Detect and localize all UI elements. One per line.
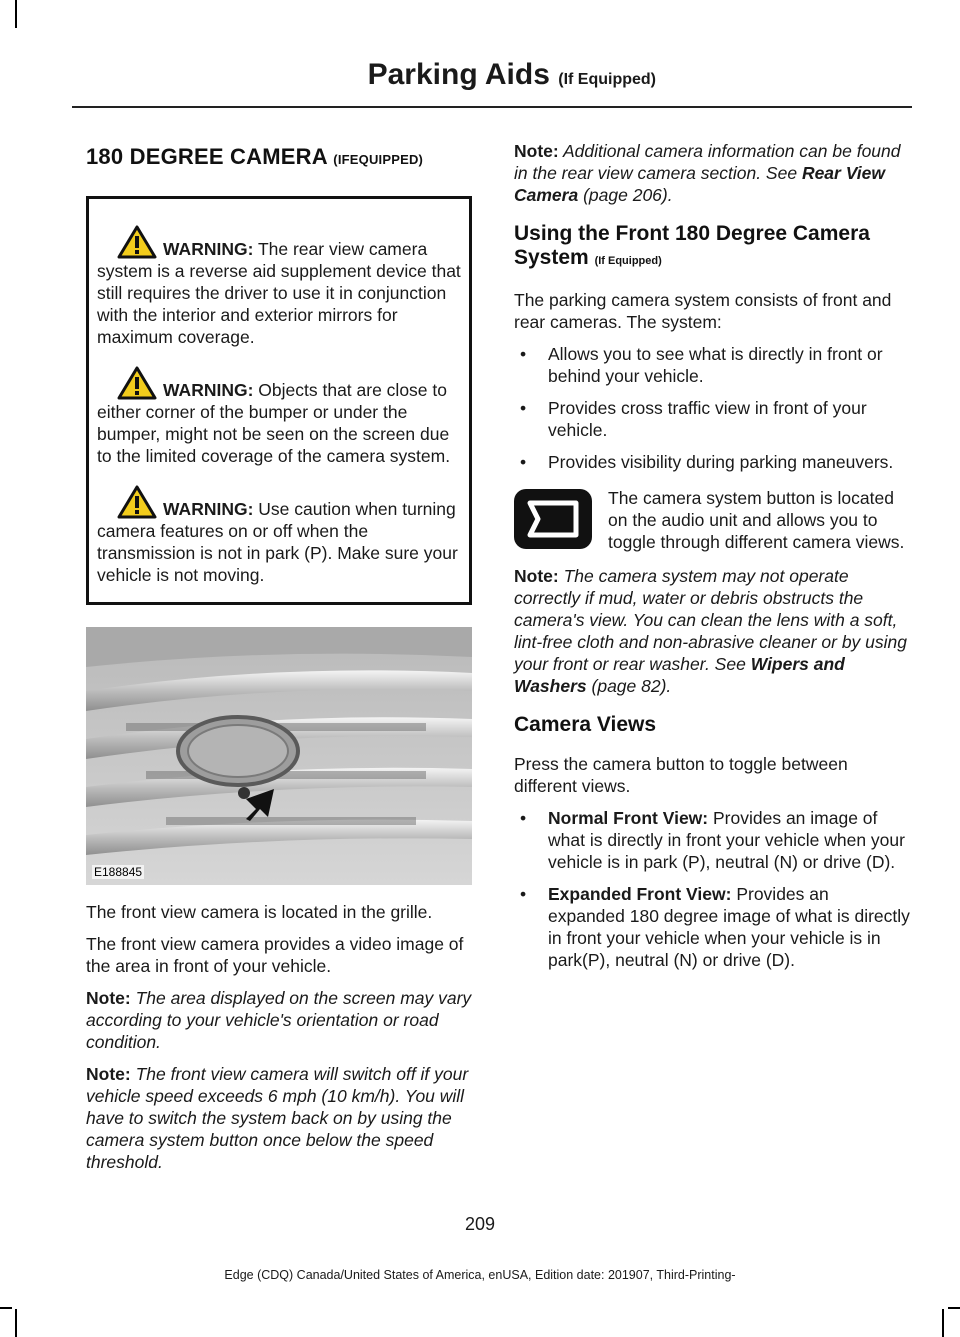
feature-list: [514, 343, 910, 473]
warning-item: WARNING: Objects that are close to either corner of the bumper or under the bumper, might not be seen on the screen due to the limited coverage of the camera system.: [97, 366, 463, 467]
views-list: [514, 807, 910, 971]
paragraph: The camera system button is located on the audio unit and allows you to toggle through different camera views.: [608, 488, 905, 552]
list-item: • Provides cross traffic view in front of your vehicle.: [514, 397, 910, 441]
note: Note: The front view camera will switch off if your vehicle speed exceeds 6 mph (10 km/h). You will have to switch the system back on by using the camera system button once below the speed threshold.: [86, 1064, 469, 1172]
paragraph: The front view camera provides a video image of the area in front of your vehicle.: [86, 934, 464, 976]
warning-item: WARNING: Use caution when turning camera features on or off when the transmission is not in park (P). Make sure your vehicle is not moving.: [97, 485, 463, 586]
list-item: • Provides visibility during parking maneuvers.: [514, 451, 910, 473]
header-title: Parking Aids: [367, 58, 550, 91]
paragraph: Press the camera button to toggle between different views.: [514, 754, 848, 796]
warning-box: [86, 196, 472, 605]
grille-camera-photo: [86, 627, 472, 885]
subsection-heading: Camera Views: [514, 713, 657, 736]
grille-illustration: [86, 627, 472, 885]
page-header: [368, 58, 656, 92]
paragraph: The parking camera system consists of front and rear cameras. The system:: [514, 290, 892, 332]
warning-item: WARNING: The rear view camera system is a reverse aid supplement device that still requires the driver to use it in conjunction with the interior and exterior mirrors for maximum coverage.: [97, 225, 463, 348]
page-number: 209: [464, 1214, 496, 1234]
camera-button-description: [514, 487, 910, 553]
cross-reference-link[interactable]: Wipers and Washers: [514, 654, 845, 696]
crop-mark: [942, 1309, 944, 1337]
section-heading: 180 DEGREE CAMERA (IFEQUIPPED): [86, 144, 424, 169]
right-column: [514, 140, 910, 983]
crop-mark: [15, 1309, 17, 1337]
note: Note: Additional camera information can be found in the rear view camera section. See Rear View Camera (page 206).: [514, 141, 901, 205]
note: Note: The area displayed on the screen may vary according to your vehicle's orientation or road condition.: [86, 988, 472, 1052]
warning-triangle-icon: [117, 225, 157, 259]
header-suffix: (If Equipped): [558, 71, 656, 88]
camera-button-icon: [514, 489, 592, 549]
image-id: E188845: [94, 865, 143, 879]
list-item: • Allows you to see what is directly in front or behind your vehicle.: [514, 343, 910, 387]
paragraph: The front view camera is located in the grille.: [86, 902, 433, 922]
crop-mark: [0, 1307, 12, 1309]
note: Note: The camera system may not operate correctly if mud, water or debris obstructs the camera's view. You can clean the lens with a soft, lint-free cloth and non-abrasive cleaner or by using your front or rear washer. See Wipers and Washers (page 82).: [514, 566, 907, 696]
warning-triangle-icon: [117, 485, 157, 519]
left-column: [86, 140, 472, 1183]
subsection-heading: Using the Front 180 Degree Camera System (If Equipped): [514, 222, 870, 269]
crop-mark: [948, 1307, 960, 1309]
cross-reference-link[interactable]: Rear View Camera: [514, 163, 885, 205]
warning-triangle-icon: [117, 366, 157, 400]
edition-info: Edge (CDQ) Canada/United States of America, enUSA, Edition date: 201907, Third-Printing-: [224, 1268, 736, 1282]
header-rule: [72, 106, 912, 108]
list-item: • Normal Front View: Provides an image of what is directly in front your vehicle when your vehicle is in park (P), neutral (N) or drive (D).: [514, 807, 910, 873]
crop-mark: [15, 0, 17, 28]
list-item: • Expanded Front View: Provides an expanded 180 degree image of what is directly in front your vehicle when your vehicle is in park(P), neutral (N) or drive (D).: [514, 883, 910, 971]
